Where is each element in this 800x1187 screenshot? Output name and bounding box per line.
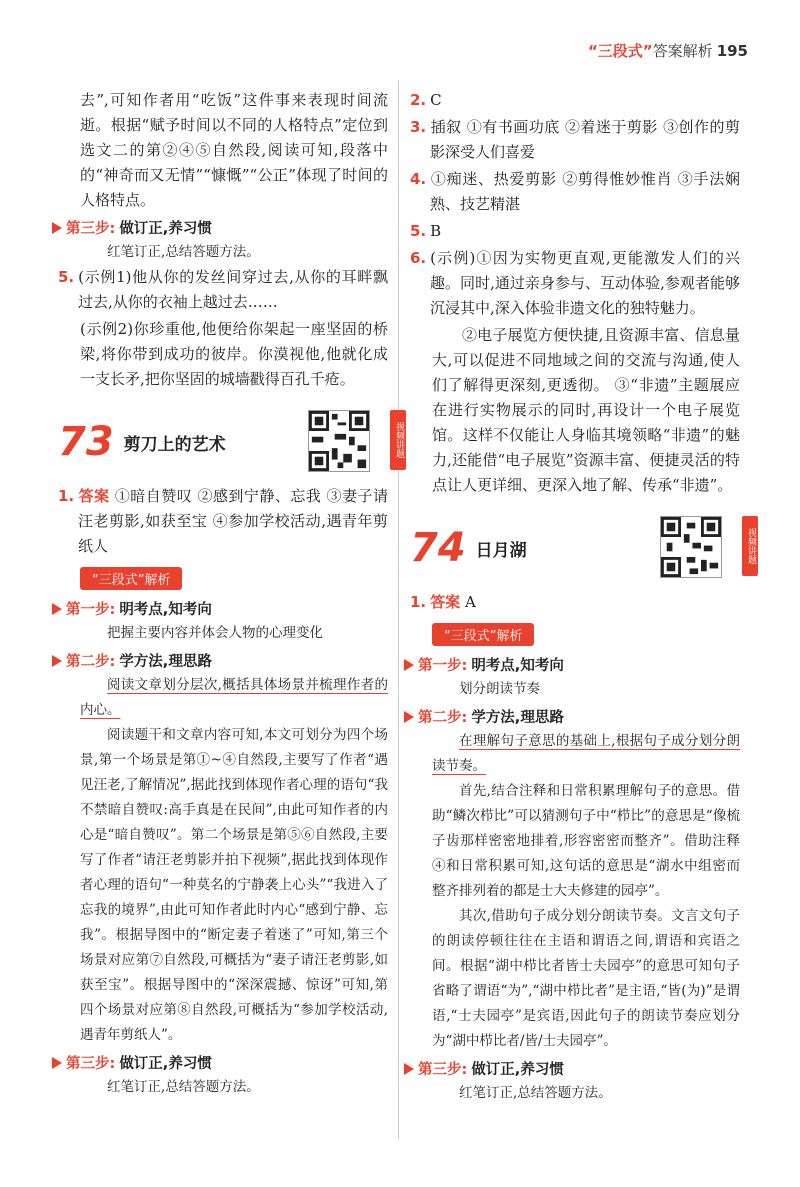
item-text: (示例)①因为实物更直观,更能激发人们的兴趣。同时,通过亲身参与、互动体验,参观者能够沉浸其中,深入体验非遗文化的独特魅力。	[430, 249, 740, 317]
arrow-icon	[52, 603, 62, 615]
arrow-icon	[404, 711, 414, 723]
step-label: 第一步:	[418, 658, 468, 674]
step-value: 做订正,养习惯	[471, 1062, 564, 1078]
item-number: 1.	[410, 593, 427, 611]
item-text: C	[430, 91, 442, 109]
q1-answer	[410, 590, 740, 615]
step-value: 学方法,理思路	[119, 654, 212, 670]
step-label: 第二步:	[66, 654, 116, 670]
step2-text	[58, 673, 388, 723]
arrow-icon	[52, 655, 62, 667]
item-text: B	[430, 222, 442, 240]
step-value: 明考点,知考向	[119, 602, 212, 618]
step1-heading	[404, 654, 740, 675]
page-number: 195	[716, 42, 748, 60]
step3b-heading	[52, 1052, 388, 1073]
item-number: 3.	[410, 118, 427, 136]
video-tag: 视频讲题	[390, 410, 406, 470]
step1-text: 划分朗读节奏	[459, 681, 540, 697]
item-number: 4.	[410, 170, 427, 188]
step-label: 第三步:	[66, 221, 116, 237]
header-brand: “三段式”	[587, 42, 653, 60]
step2-underlined: 阅读文章划分层次,概括具体场景并梳理作者的内心。	[80, 677, 388, 718]
item-number: 2.	[410, 91, 427, 109]
analysis-paragraph: 阅读题干和文章内容可知,本文可划分为四个场景,第一个场景是第①~④自然段,主要写了作者“遇见汪老,了解情况”,据此找到体现作者心理的语句“我不禁暗自赞叹:高手真是在民间”,由此可知作者的内心是“暗自赞叹”。第二个场景是第⑤⑥自然段,主要写了作者“请汪老剪影并拍下视频”,据此找到体现作者心理的语句“一种莫名的宁静袭上心头”“我进入了忘我的境界”,由此可知作者此时内心“感到宁静、忘我”。根据导图中的“断定妻子着迷了”可知,第三个场景对应第⑦自然段,可概括为“妻子请汪老剪影,如获至宝”。根据导图中的“深深震撼、惊讶”可知,第四个场景对应第⑧自然段,可概括为“参加学校活动,遇青年剪纸人”。	[80, 727, 388, 1043]
answer-item-3	[410, 115, 740, 165]
step3b-text: 红笔订正,总结答题方法。	[107, 1079, 260, 1095]
answer-label: 答案	[78, 487, 110, 505]
arrow-icon	[404, 1063, 414, 1075]
section-number: 74	[410, 525, 466, 571]
intro-paragraph: 去”,可知作者用“吃饭”这件事来表现时间流逝。根据“赋予时间以不同的人格特点”定位到选文二的第②④⑤自然段,阅读可知,段落中的“神奇而又无情”“慷慨”“公正”体现了时间的人格特点。	[80, 91, 388, 209]
arrow-icon	[52, 222, 62, 234]
step1-text: 把握主要内容并体会人物的心理变化	[107, 625, 323, 641]
qr-code-icon[interactable]	[660, 516, 722, 578]
section-74-heading	[410, 516, 756, 580]
item-number: 5.	[58, 268, 75, 286]
step2-underlined: 在理解句子意思的基础上,根据句子成分划分朗读节奏。	[432, 733, 740, 774]
section-title: 剪刀上的艺术	[123, 434, 226, 455]
column-divider	[398, 80, 399, 1140]
item-number: 5.	[410, 222, 427, 240]
step2-text	[410, 729, 740, 779]
q1-answer	[58, 484, 388, 559]
analysis-badge: “三段式”解析	[80, 567, 182, 590]
answer-label: 答案	[430, 593, 461, 611]
item6-part2: ②电子展览方便快捷,且资源丰富、信息量大,可以促进不同地域之间的交流与沟通,使人们了解得更深刻,更透彻。 ③“非遗”主题展应在进行实物展示的同时,再设计一个电子展览馆。这样不仅能让人身临其境领略“非遗”的魅力,还能借“电子展览”资源丰富、便捷灵活的特点让人更详细、更深入地了解、传承“非遗”。	[432, 326, 740, 494]
step-value: 做订正,养习惯	[119, 1056, 212, 1072]
answer-item-5	[58, 265, 388, 315]
answer-item-4	[410, 167, 740, 217]
arrow-icon	[52, 1057, 62, 1069]
answer-item-6	[410, 246, 740, 321]
analysis-badge: “三段式”解析	[432, 623, 534, 646]
item-text: ①痴迷、热爱剪影 ②剪得惟妙惟肖 ③手法娴熟、技艺精湛	[430, 170, 740, 213]
item-text: 插叙 ①有书画功底 ②着迷于剪影 ③创作的剪影深受人们喜爱	[430, 118, 740, 161]
step2-heading	[404, 706, 740, 727]
step-value: 做订正,养习惯	[119, 221, 212, 237]
step-value: 学方法,理思路	[471, 710, 564, 726]
arrow-icon	[404, 659, 414, 671]
step-label: 第三步:	[66, 1056, 116, 1072]
step-label: 第三步:	[418, 1062, 468, 1078]
step2-heading	[52, 650, 388, 671]
step-label: 第一步:	[66, 602, 116, 618]
step3-heading	[404, 1058, 740, 1079]
step-label: 第二步:	[418, 710, 468, 726]
step3-text: 红笔订正,总结答题方法。	[459, 1085, 612, 1101]
video-tag: 视频讲题	[742, 516, 758, 576]
answer-item-2	[410, 88, 740, 113]
item-number: 6.	[410, 249, 427, 267]
section-number: 73	[58, 419, 114, 465]
left-column	[58, 88, 404, 1100]
step-value: 明考点,知考向	[471, 658, 564, 674]
step1-heading	[52, 598, 388, 619]
analysis-paragraph-1: 首先,结合注释和日常积累理解句子的意思。借助“鳞次栉比”可以猜测句子中“栉比”的意思是“像梳子齿那样密密地排着,形容密密而整齐”。借助注释④和日常积累可知,这句话的意思是“湖水中组密而整齐排列着的都是士大夫修建的园亭”。	[432, 783, 740, 899]
step3-heading	[52, 217, 388, 238]
right-column	[410, 88, 756, 1106]
item5-example2: (示例2)你珍重他,他便给你架起一座坚固的桥梁,将你带到成功的彼岸。你漠视他,他就化成一支长矛,把你坚固的城墙戳得百孔千疮。	[80, 320, 388, 388]
item-text: (示例1)他从你的发丝间穿过去,从你的耳畔飘过去,从你的衣袖上越过去……	[78, 268, 388, 311]
answer-item-5	[410, 219, 740, 244]
item-number: 1.	[58, 487, 75, 505]
section-title: 日月湖	[475, 540, 527, 561]
section-73-heading	[58, 410, 404, 474]
qr-code-icon[interactable]	[308, 410, 370, 472]
answer-text: ①暗自赞叹 ②感到宁静、忘我 ③妻子请汪老剪影,如获至宝 ④参加学校活动,遇青年剪纸人	[78, 487, 388, 555]
answer-text: A	[464, 593, 476, 611]
page-header	[588, 40, 748, 61]
step3-text: 红笔订正,总结答题方法。	[107, 244, 260, 260]
header-title: 答案解析	[652, 42, 713, 60]
analysis-paragraph-2: 其次,借助句子成分划分朗读节奏。文言文句子的朗读停顿往往在主语和谓语之间,谓语和宾语之间。根据“湖中栉比者皆士夫园亭”的意思可知句子省略了谓语“为”,“湖中栉比者”是主语,“皆(为)”是谓语,“士夫园亭”是宾语,因此句子的朗读节奏应划分为“湖中栉比者/皆/士夫园亭”。	[432, 908, 740, 1049]
